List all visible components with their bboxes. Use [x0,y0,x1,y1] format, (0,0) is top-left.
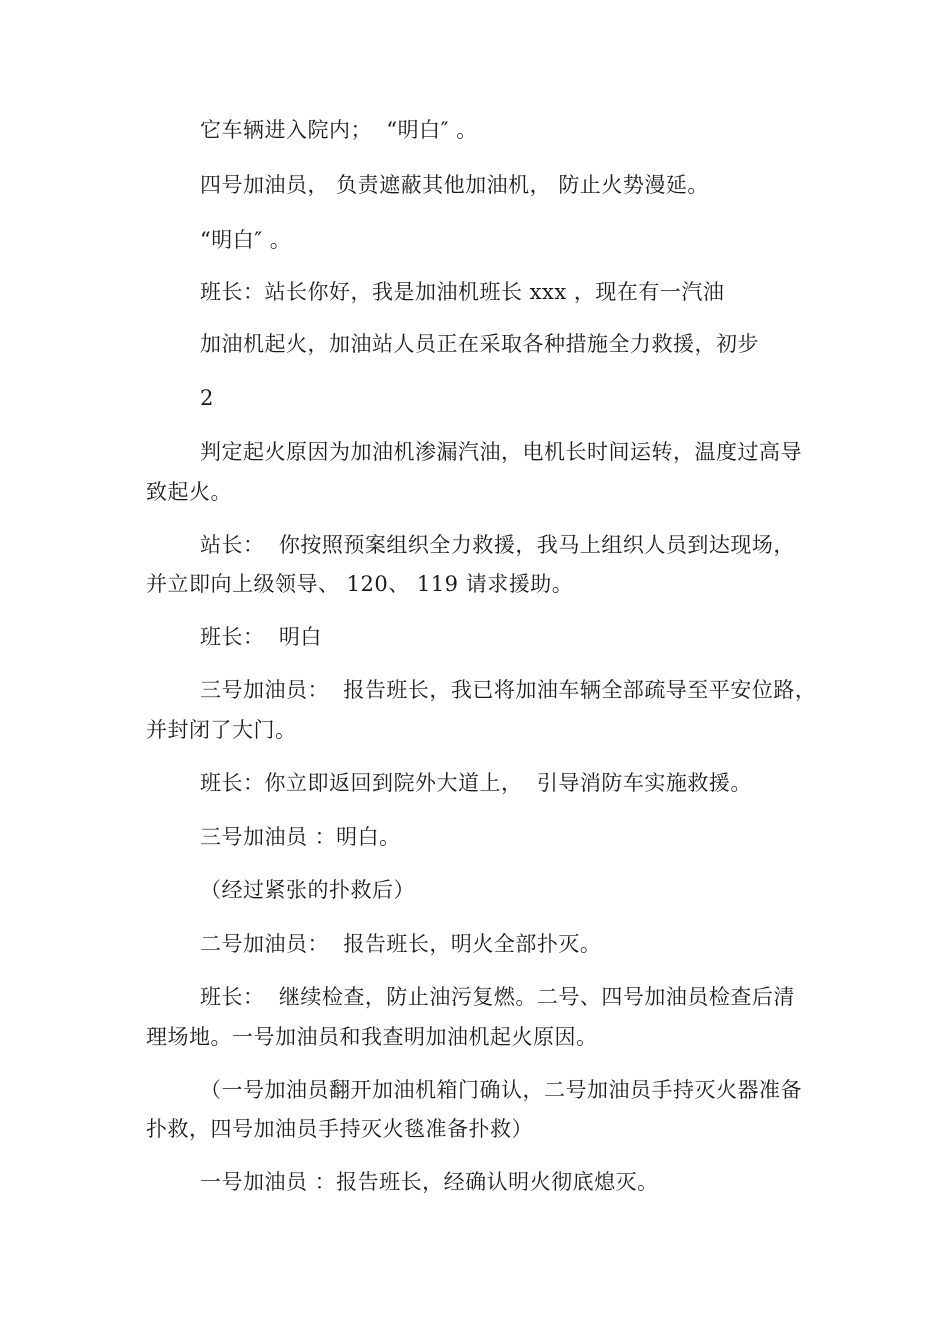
text-line: 致起火。 [146,480,232,504]
page-number: 2 [200,386,214,410]
text-line: 二号加油员： 报告班长，明火全部扑灭。 [200,932,602,956]
text-line: 班长：你立即返回到院外大道上， 引导消防车实施救援。 [200,771,752,795]
text-line: 扑救，四号加油员手持灭火毯准备扑救） [146,1117,533,1141]
text-line: 理场地。一号加油员和我查明加油机起火原因。 [146,1025,598,1049]
text-line: 班长： 继续检查，防止油污复燃。二号、四号加油员检查后清 [200,985,795,1009]
text-line: 判定起火原因为加油机渗漏汽油，电机长时间运转，温度过高导 [200,440,802,464]
text-line: 三号加油员 ：明白。 [200,825,401,849]
text-line: 加油机起火，加油站人员正在采取各种措施全力救援，初步 [200,332,759,356]
text-line: 并立即向上级领导、 120、 119 请求援助。 [146,572,574,596]
text-line: 它车辆进入院内； “明白″ 。 [200,118,478,142]
text-line: “明白″ 。 [200,228,292,252]
text-line: 班长： 明白 [200,625,322,649]
text-line: 一号加油员 ：报告班长，经确认明火彻底熄灭。 [200,1170,659,1194]
text-line: （经过紧张的扑救后） [200,878,415,902]
text-line: 四号加油员， 负责遮蔽其他加油机， 防止火势漫延。 [200,173,709,197]
text-line: 并封闭了大门。 [146,718,297,742]
text-line: （一号加油员翻开加油机箱门确认，二号加油员手持灭火器准备 [200,1078,802,1102]
text-line: 班长：站长你好，我是加油机班长 xxx ，现在有一汽油 [200,280,725,304]
text-line: 站长： 你按照预案组织全力救援，我马上组织人员到达现场， [200,533,795,557]
text-line: 三号加油员： 报告班长，我已将加油车辆全部疏导至平安位路， [200,678,817,702]
